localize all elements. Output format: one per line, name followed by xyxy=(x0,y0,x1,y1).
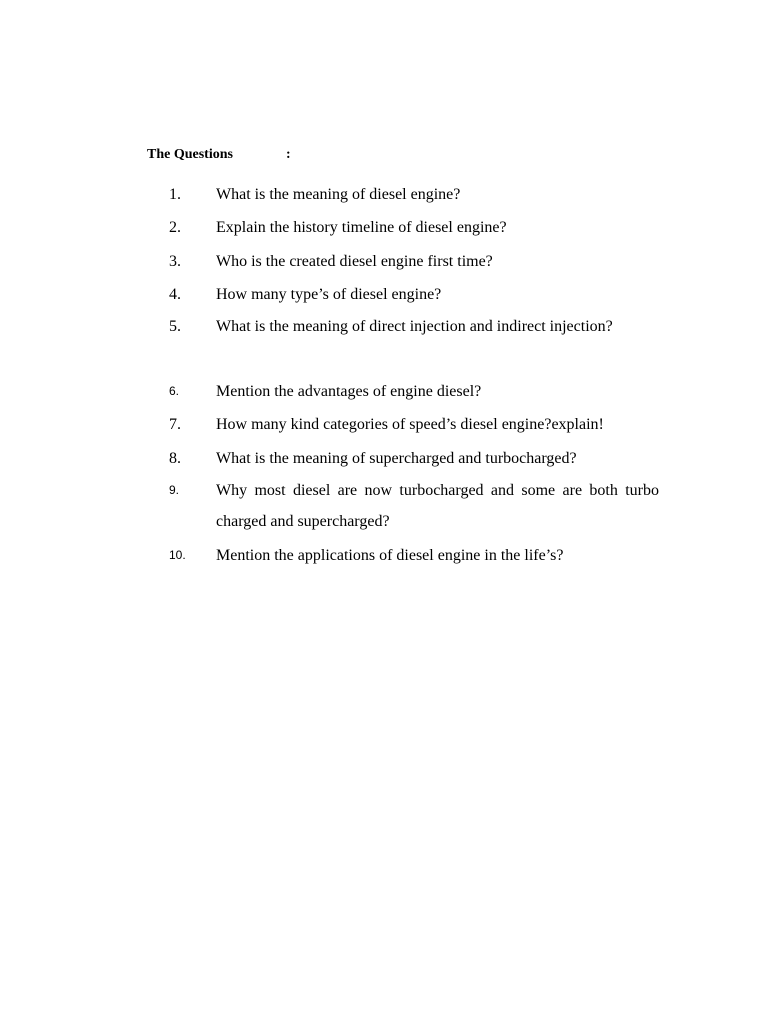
question-number: 3. xyxy=(169,253,181,270)
question-number: 9. xyxy=(169,483,180,497)
document-heading: The Questions xyxy=(147,147,233,162)
question-number: 6. xyxy=(169,384,180,398)
question-text: Who is the created diesel engine first time? xyxy=(216,253,493,270)
heading-colon: : xyxy=(286,147,291,162)
question-text: Mention the advantages of engine diesel? xyxy=(216,383,482,400)
question-number: 5. xyxy=(169,318,181,335)
question-text: How many kind categories of speed’s diesel engine?explain! xyxy=(216,416,604,433)
question-text: Why most diesel are now turbocharged and some are both turbo charged and supercharged? xyxy=(216,482,659,530)
question-number: 10. xyxy=(169,548,186,562)
question-number: 2. xyxy=(169,219,181,236)
question-text: What is the meaning of direct injection and indirect injection? xyxy=(216,318,613,335)
question-number: 7. xyxy=(169,416,181,433)
question-number: 1. xyxy=(169,186,181,203)
question-text: Mention the applications of diesel engine in the life’s? xyxy=(216,547,564,564)
question-text: How many type’s of diesel engine? xyxy=(216,286,442,303)
question-number: 4. xyxy=(169,286,181,303)
question-text: What is the meaning of diesel engine? xyxy=(216,186,461,203)
question-text: Explain the history timeline of diesel engine? xyxy=(216,219,507,236)
question-text: What is the meaning of supercharged and turbocharged? xyxy=(216,450,577,467)
question-number: 8. xyxy=(169,450,181,467)
